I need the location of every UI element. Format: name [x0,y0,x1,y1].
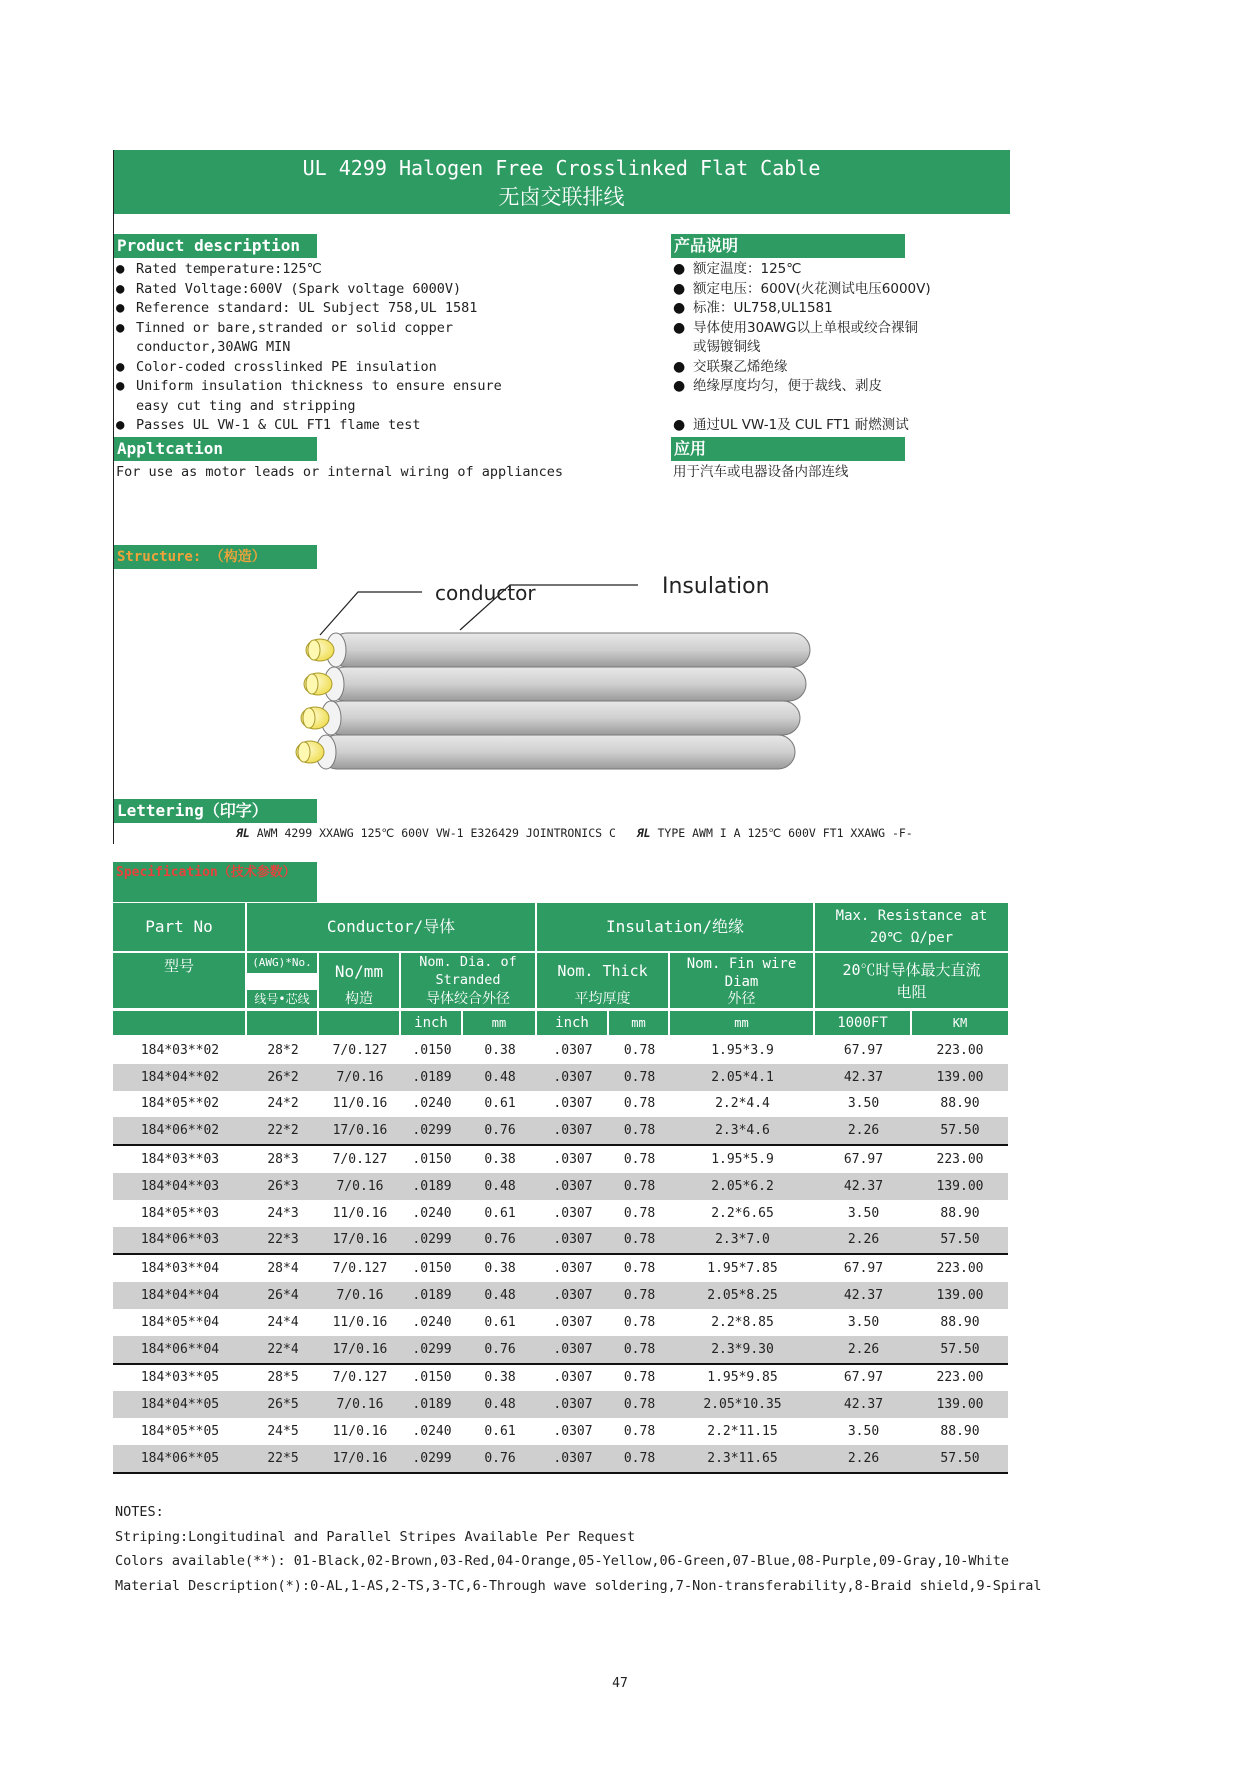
table-cell: 139.00 [912,1391,1008,1418]
hdr-nom-dia: Nom. Dia. of Stranded [401,953,535,990]
table-cell: .0307 [537,1064,609,1091]
table-cell: .0299 [401,1336,463,1364]
application-cn-heading: 应用 [671,437,905,461]
table-cell: 223.00 [936,1370,984,1386]
cable-core-3 [301,701,800,735]
hdr-part-no-cn: 型号 [113,953,245,1008]
desc-item: ● Rated Voltage:600V (Spark voltage 6000V) [114,280,584,300]
hdr-part-no: Part No [113,903,245,951]
table-cell: 11/0.16 [332,1205,388,1221]
table-cell: .0307 [537,1173,609,1200]
table-cell: 1.95*7.85 [707,1261,778,1277]
table-cell: 7/0.127 [332,1042,388,1058]
table-cell: 0.61 [484,1424,516,1440]
table-cell: .0307 [537,1117,609,1145]
desc-item: ● Uniform insulation thickness to ensure ensure easy cut ting and stripping [114,377,521,416]
hdr-conductor: Conductor/导体 [247,903,535,951]
desc-cn-item: ● 绝缘厚度均匀，便于裁线、剥皮 [671,377,971,397]
table-cell: 57.50 [912,1336,1008,1364]
table-cell: .0240 [412,1205,452,1221]
hdr-nom-thick-cn: 平均厚度 [537,990,668,1008]
table-cell: 0.61 [484,1314,516,1330]
table-cell: 0.76 [463,1227,537,1255]
table-cell: .0307 [537,1336,609,1364]
hdr-unit-mm-3: mm [670,1011,813,1035]
table-cell: 0.76 [463,1117,537,1145]
table-cell: 2.2*11.15 [707,1424,778,1440]
table-cell: 184*04**02 [113,1064,247,1091]
table-cell: 0.78 [623,1314,656,1330]
table-cell: 2.2*6.65 [711,1205,774,1221]
hdr-unit-blank-3 [319,1011,399,1035]
table-cell: 11/0.16 [332,1096,388,1112]
table-cell: 1.95*9.85 [707,1370,778,1386]
table-cell: 2.3*7.0 [670,1227,815,1255]
notes-heading: NOTES: [115,1504,164,1520]
hdr-insulation: Insulation/绝缘 [537,903,813,951]
table-cell: 0.78 [609,1173,670,1200]
table-row [113,1037,1008,1064]
table-row [113,1418,1008,1445]
cable-core-2 [304,667,806,701]
table-cell: 0.38 [484,1152,516,1168]
table-cell: .0307 [553,1261,593,1277]
table-row [113,1064,1008,1091]
table-cell: 67.97 [843,1261,884,1277]
table-cell: 28*3 [267,1152,299,1168]
product-description-list [114,260,584,436]
table-cell: 22*4 [247,1336,319,1364]
table-cell: .0299 [401,1445,463,1473]
table-cell: 1.95*3.9 [711,1042,774,1058]
table-cell: 2.26 [815,1336,912,1364]
table-cell: 2.05*8.25 [670,1282,815,1309]
table-cell: 88.90 [940,1205,980,1221]
hdr-max-res-cn: 20℃时导体最大直流电阻 [815,953,1008,1008]
table-cell: 0.78 [609,1445,670,1473]
table-cell: 28*4 [267,1261,299,1277]
hdr-awg-cn: 线号•芯线 [247,990,317,1008]
table-cell: 3.50 [847,1314,880,1330]
table-cell: .0307 [537,1227,609,1255]
lettering-line [236,826,913,840]
table-row [113,1254,1008,1282]
table-cell: 1.95*5.9 [711,1152,774,1168]
table-cell: .0307 [553,1370,593,1386]
table-cell: 0.38 [484,1042,516,1058]
table-cell: 184*06**04 [113,1336,247,1364]
table-cell: .0189 [401,1173,463,1200]
desc-cn-item: ● 交联聚乙烯绝缘 [671,358,971,378]
table-cell: 184*06**02 [113,1117,247,1145]
table-cell: 0.38 [484,1261,516,1277]
table-cell: .0189 [401,1282,463,1309]
table-cell: .0307 [553,1205,593,1221]
table-cell: 139.00 [912,1282,1008,1309]
hdr-nom-fin-cn: 外径 [670,990,813,1008]
table-row [113,1145,1008,1173]
table-cell: 24*5 [267,1424,299,1440]
table-cell: 7/0.127 [332,1152,388,1168]
table-cell: 2.26 [815,1227,912,1255]
table-row [113,1117,1008,1145]
table-cell: 88.90 [940,1424,980,1440]
table-cell: 0.78 [609,1282,670,1309]
conductor-leader-line [320,592,422,635]
hdr-unit-1000ft: 1000FT [815,1011,910,1035]
table-cell: 2.3*9.30 [670,1336,815,1364]
table-cell: 28*5 [267,1370,299,1386]
table-cell: 184*04**03 [113,1173,247,1200]
table-cell: .0307 [537,1282,609,1309]
table-cell: 0.78 [609,1064,670,1091]
notes-block [115,1500,1125,1598]
table-cell: .0189 [401,1064,463,1091]
table-cell: 2.3*4.6 [670,1117,815,1145]
lettering-heading: Lettering（印字） [114,799,317,823]
table-cell: 17/0.16 [319,1336,401,1364]
table-cell: .0189 [401,1391,463,1418]
title-cn: 无卤交联排线 [498,185,625,209]
desc-cn-item: ● 标准：UL758,UL1581 [671,299,971,319]
table-cell: 184*03**02 [140,1042,220,1058]
table-cell: 184*04**05 [113,1391,247,1418]
table-cell: 67.97 [843,1042,884,1058]
table-cell: 42.37 [815,1391,912,1418]
table-cell: 24*2 [267,1096,299,1112]
application-cn-text: 用于汽车或电器设备内部连线 [673,464,849,480]
table-cell: 0.78 [609,1336,670,1364]
table-cell: 223.00 [936,1152,984,1168]
table-cell: .0150 [412,1152,452,1168]
table-cell: .0307 [553,1424,593,1440]
application-text: For use as motor leads or internal wiring of appliances [116,464,564,480]
table-cell: 11/0.16 [332,1424,388,1440]
table-row [113,1445,1008,1473]
hdr-unit-mm: mm [463,1011,535,1035]
table-cell: 0.78 [623,1152,656,1168]
table-cell: 88.90 [940,1096,980,1112]
table-cell: 0.78 [623,1261,656,1277]
table-cell: 0.76 [463,1445,537,1473]
table-cell: 3.50 [847,1205,880,1221]
hdr-unit-inch-2: inch [537,1011,607,1035]
title-en: UL 4299 Halogen Free Crosslinked Flat Cable [302,156,821,180]
table-cell: .0307 [553,1314,593,1330]
table-cell: 22*3 [247,1227,319,1255]
table-cell: 2.05*4.1 [670,1064,815,1091]
table-cell: 0.78 [623,1370,656,1386]
table-cell: 67.97 [843,1152,884,1168]
table-cell: .0150 [412,1261,452,1277]
desc-item: ● Rated temperature:125℃ [114,260,584,280]
notes-line: Material Description(*):0-AL,1-AS,2-TS,3-TC,6-Through wave soldering,7-Non-transferability,8-Braid shield,9-Spiral [115,1577,1042,1594]
table-cell: 3.50 [847,1096,880,1112]
specification-heading: Specification（技术参数） [113,862,317,902]
table-cell: 2.05*6.2 [670,1173,815,1200]
cable-structure-diagram [270,570,830,780]
hdr-unit-km: KM [912,1011,1008,1035]
table-cell: 0.78 [623,1205,656,1221]
table-row [113,1282,1008,1309]
lettering-text-2: TYPE AWM I A 125℃ 600V FT1 XXAWG -F- [657,826,913,840]
table-cell: 42.37 [815,1282,912,1309]
table-cell: 2.2*8.85 [711,1314,774,1330]
table-cell: .0240 [412,1314,452,1330]
table-cell: 26*4 [247,1282,319,1309]
table-cell: 184*05**02 [140,1096,220,1112]
table-cell: .0150 [412,1042,452,1058]
table-cell: 139.00 [912,1173,1008,1200]
table-cell: 0.78 [609,1117,670,1145]
frame-left-border-2 [113,432,114,844]
table-cell: 17/0.16 [319,1227,401,1255]
table-cell: 24*3 [267,1205,299,1221]
table-cell: 22*5 [247,1445,319,1473]
table-cell: 223.00 [936,1042,984,1058]
table-row [113,1336,1008,1364]
table-cell: 26*5 [247,1391,319,1418]
table-cell: 0.78 [609,1391,670,1418]
table-cell: 0.48 [463,1064,537,1091]
table-cell: 184*05**03 [140,1205,220,1221]
table-cell: .0299 [401,1227,463,1255]
table-row [113,1391,1008,1418]
hdr-unit-mm-2: mm [609,1011,668,1035]
table-cell: 184*05**05 [140,1424,220,1440]
table-cell: 0.48 [463,1282,537,1309]
table-cell: 0.48 [463,1173,537,1200]
table-row [113,1091,1008,1118]
table-cell: 184*03**05 [140,1370,220,1386]
title-band [113,150,1010,214]
cable-core-1 [306,633,810,667]
table-cell: 26*3 [247,1173,319,1200]
table-cell: 0.76 [463,1336,537,1364]
table-cell: 57.50 [912,1117,1008,1145]
table-cell: 2.2*4.4 [715,1096,770,1112]
table-cell: .0240 [412,1096,452,1112]
conductor-label: conductor [435,581,536,605]
table-cell: 22*2 [247,1117,319,1145]
insulation-label: Insulation [662,574,770,599]
structure-heading: Structure: （构造） [114,545,317,569]
table-cell: 7/0.16 [319,1064,401,1091]
table-cell: 184*04**04 [113,1282,247,1309]
table-cell: 223.00 [936,1261,984,1277]
hdr-unit-blank-2 [247,1011,317,1035]
table-cell: 0.78 [623,1424,656,1440]
desc-item: ● Tinned or bare,stranded or solid copper conductor,30AWG MIN [114,319,466,358]
table-cell: 42.37 [815,1173,912,1200]
table-row [113,1200,1008,1227]
table-cell: .0307 [553,1096,593,1112]
desc-item: ● Color-coded crosslinked PE insulation [114,358,584,378]
table-cell: 0.61 [484,1096,516,1112]
table-cell: 24*4 [267,1314,299,1330]
desc-cn-item: ● 通过UL VW-1及 CUL FT1 耐燃测试 [671,416,971,436]
product-description-cn-list [671,260,971,435]
table-cell: .0240 [412,1424,452,1440]
table-cell: 7/0.127 [332,1370,388,1386]
hdr-awg: (AWG)*No. [247,953,317,973]
table-cell: .0307 [553,1152,593,1168]
table-cell: .0307 [553,1042,593,1058]
table-cell: 28*2 [267,1042,299,1058]
cul-mark-icon: ЯL [636,826,651,840]
table-cell: 0.61 [484,1205,516,1221]
table-cell: .0299 [401,1117,463,1145]
cable-core-4 [296,735,795,769]
table-cell: 7/0.16 [319,1391,401,1418]
table-cell: 7/0.16 [319,1173,401,1200]
notes-line: Striping:Longitudinal and Parallel Stripes Available Per Request [115,1528,636,1545]
table-row [113,1227,1008,1255]
table-cell: .0307 [537,1391,609,1418]
desc-cn-item: ● 额定温度：125℃ [671,260,971,280]
table-cell: 11/0.16 [332,1314,388,1330]
desc-cn-item: ● 导体使用30AWG以上单根或绞合裸铜或锡镀铜线 [671,319,923,358]
table-cell: 2.05*10.35 [670,1391,815,1418]
table-cell: 184*03**04 [140,1261,220,1277]
table-cell: 0.48 [463,1391,537,1418]
hdr-max-res: Max. Resistance at 20℃ Ω/per [815,903,1008,951]
table-cell: 7/0.127 [332,1261,388,1277]
table-cell: 3.50 [847,1424,880,1440]
table-cell: 17/0.16 [319,1445,401,1473]
product-description-heading: Product description [114,234,317,258]
table-cell: 7/0.16 [319,1282,401,1309]
table-cell: 0.78 [623,1042,656,1058]
table-cell: 139.00 [912,1064,1008,1091]
hdr-unit-blank-1 [113,1011,245,1035]
table-cell: 57.50 [912,1445,1008,1473]
hdr-nom-dia-cn: 导体绞合外径 [401,990,535,1008]
page-number: 47 [612,1676,628,1691]
table-cell: 42.37 [815,1064,912,1091]
table-cell: 2.26 [815,1445,912,1473]
table-row [113,1309,1008,1336]
table-cell: 184*06**03 [113,1227,247,1255]
lettering-text-1: AWM 4299 XXAWG 125℃ 600V VW-1 E326429 JOINTRONICS C [256,826,616,840]
desc-item: ● Reference standard: UL Subject 758,UL 1581 [114,299,584,319]
hdr-no-mm: No/mm [319,953,399,990]
hdr-no-mm-cn: 构造 [319,990,399,1008]
table-cell: 2.26 [815,1117,912,1145]
ul-mark-icon: ЯL [236,826,250,840]
table-cell: 57.50 [912,1227,1008,1255]
table-cell: .0307 [537,1445,609,1473]
hdr-nom-thick: Nom. Thick [537,953,668,990]
table-cell: 184*05**04 [140,1314,220,1330]
table-row [113,1173,1008,1200]
table-cell: 0.78 [623,1096,656,1112]
table-cell: .0150 [412,1370,452,1386]
table-cell: 0.38 [484,1370,516,1386]
spec-table [113,1037,1008,1474]
hdr-nom-fin: Nom. Fin wire Diam [670,953,813,990]
table-cell: 88.90 [940,1314,980,1330]
table-cell: 2.3*11.65 [670,1445,815,1473]
notes-line: Colors available(**): 01-Black,02-Brown,03-Red,04-Orange,05-Yellow,06-Green,07-Blue,08-Purple,09-Gray,10-White [115,1553,1010,1569]
table-cell: 0.78 [609,1227,670,1255]
desc-cn-item: ● 额定电压：600V(火花测试电压6000V) [671,280,971,300]
product-description-cn-heading: 产品说明 [671,234,905,258]
table-cell: 17/0.16 [319,1117,401,1145]
table-cell: 26*2 [247,1064,319,1091]
spec-table-body [113,1037,1008,1473]
desc-item: ● Passes UL VW-1 & CUL FT1 flame test [114,416,584,436]
hdr-unit-inch: inch [401,1011,461,1035]
table-row [113,1364,1008,1392]
table-cell: 67.97 [843,1370,884,1386]
table-cell: 184*03**03 [140,1152,220,1168]
table-cell: 184*06**05 [113,1445,247,1473]
application-heading: Appltcation [114,437,317,461]
